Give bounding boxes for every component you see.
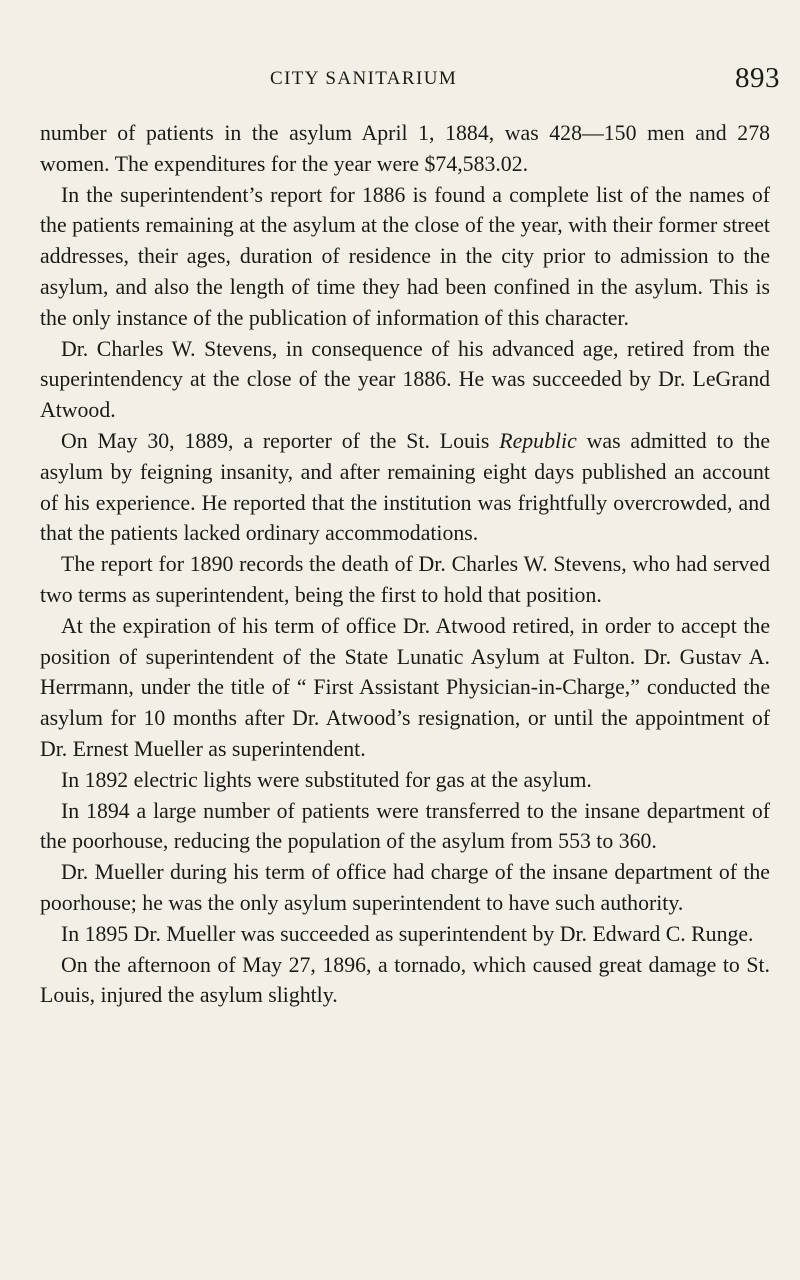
paragraph-1894-transfer: In 1894 a large number of patients were transferred to the insane department of the poorhouse, reducing the population of the asylum from 553 to 360. [40,798,770,854]
paragraph-reporter-text-end: was admitted to the asylum by feigning insanity, and after remaining eight days published an account of his experience. He reported that the institution was frightfully overcrowded, and that the patients lacked ordinary accommodations. [40,428,771,546]
paragraph-reporter-text-start: On May 30, 1889, a reporter of the St. Louis [61,428,500,453]
page-number: 893 [735,62,780,94]
running-title: CITY SANITARIUM [270,68,458,89]
paragraph-tornado-1896: On the afternoon of May 27, 1896, a tornado, which caused great damage to St. Louis, injured the asylum slightly. [40,952,770,1008]
paragraph-patient-count: number of patients in the asylum April 1, 1884, was 428—150 men and 278 women. The expenditures for the year were $74,583.02. [40,121,770,176]
paragraph-1890-report: The report for 1890 records the death of Dr. Charles W. Stevens, who had served two terms as superintendent, being the first to hold that position. [40,552,770,607]
body-text [40,118,770,1011]
paragraph-electric-lights: In 1892 electric lights were substituted for gas at the asylum. [61,767,592,792]
paragraph-runge-succession: In 1895 Dr. Mueller was succeeded as superintendent by Dr. Edward C. Runge. [61,921,754,946]
paragraph-atwood-retirement: At the expiration of his term of office Dr. Atwood retired, in order to accept the position of superintendent of the State Lunatic Asylum at Fulton. Dr. Gustav A. Herrmann, under the title of “ First Assistant Physician-in-Charge,” conducted the asylum for 10 months after Dr. Atwood’s resignation, or until the appointment of Dr. Ernest Mueller as superintendent. [40,613,770,761]
newspaper-title: Republic [499,428,577,453]
paragraph-mueller-authority: Dr. Mueller during his term of office had charge of the insane department of the poorhouse; he was the only asylum superintendent to have such authority. [40,860,770,915]
running-head [40,62,780,102]
paragraph-1886-report: In the superintendent’s report for 1886 is found a complete list of the names of the patients remaining at the asylum at the close of the year, with their former street addresses, their ages, duration of residence in the city prior to admission to the asylum, and also the length of time they had been confined in the asylum. This is the only instance of the publication of information of this character. [40,182,770,330]
paragraph-reporter-1889 [40,426,770,549]
paragraph-stevens-retirement: Dr. Charles W. Stevens, in consequence of his advanced age, retired from the superintendency at the close of the year 1886. He was succeeded by Dr. LeGrand Atwood. [40,336,770,423]
